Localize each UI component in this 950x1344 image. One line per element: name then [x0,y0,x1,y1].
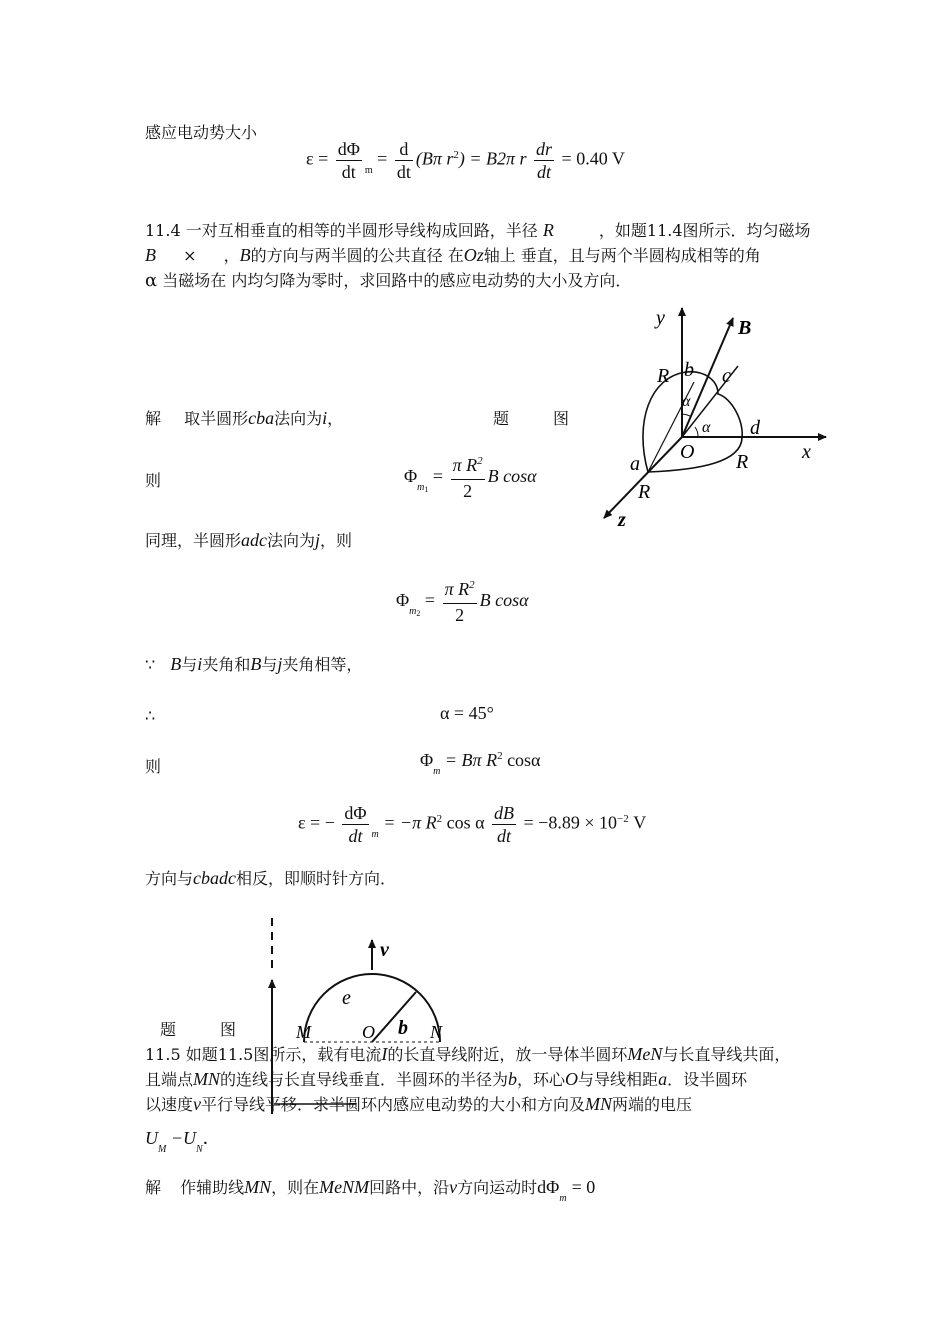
num: dΦ [337,139,360,159]
text: 回路中，沿 [369,1178,450,1197]
den: dt [341,162,356,182]
var-Oz: Oz [463,245,484,265]
equation-phim [420,750,541,777]
sol114-line1 [145,406,343,429]
fig115-caption-ti: 题 [160,1020,177,1039]
radius-b [372,992,416,1042]
term: = −π R [383,812,437,833]
phi: Φ [420,750,434,770]
q115-line2 [145,1067,747,1090]
q115-line3 [145,1092,692,1115]
label-B: B [738,317,752,339]
q114-line2 [145,243,761,266]
label-O: O [362,1022,375,1042]
term: ) = B2π r [458,148,527,169]
text: 当磁场在 内均匀降为零时，求回路中的感应电动势的大小及方向． [157,271,632,290]
den: dt [396,162,411,182]
var-MN: MN [585,1094,613,1114]
var-R: R [542,220,554,240]
frac-dphi-dt [336,138,362,183]
fig115-caption-tu: 图 [220,1020,237,1039]
label-R2: R [736,451,749,473]
text: 11.5 如题11.5图所示，载有电流 [145,1045,382,1064]
text: 的连线与长直导线垂直．半圆环的半径为 [220,1070,509,1089]
label-alpha2: α [702,419,711,436]
var-v: v [193,1094,202,1114]
q115-line1 [145,1042,790,1065]
sub-m: m [409,606,417,618]
text: 与导线相距 [578,1070,659,1089]
angle-arc-1 [682,414,690,416]
text: 平行导线平移．求半圆环内感应电动势的大小和方向及 [201,1095,586,1114]
sol114-line-tongli [145,528,352,551]
vec-j: j [277,654,283,674]
var-adc: adc [241,530,268,550]
text: 且端点 [145,1070,194,1089]
text: 作辅助线 [180,1178,245,1197]
label-N: N [430,1022,443,1042]
bcos: B cosα [479,590,529,611]
text: 同理，半圆形 [145,531,242,550]
var-a: a [658,1069,668,1089]
vec-i: i [197,654,203,674]
equation-emf-1 [306,138,625,183]
jie-label: 解 [145,409,162,428]
sub-1: 1 [424,485,429,495]
den: dt [348,826,363,846]
var-MN: MN [244,1177,272,1197]
sup-2: 2 [497,750,503,762]
var-MN: MN [193,1069,221,1089]
sup-2: 2 [469,579,475,591]
var-v: v [449,1177,458,1197]
fig-caption-ti: 题 [493,409,510,428]
text: 夹角和 [202,655,251,674]
direction-line [145,866,396,889]
label-R1: R [657,365,670,387]
piR: π R [444,579,470,599]
sub-m: m [417,482,425,494]
num: d [395,138,413,161]
var-U: U [145,1128,158,1148]
label-R3: R [638,481,651,503]
phi: Φ [396,590,410,611]
text: ．设半圆环 [667,1070,748,1089]
label-a: a [630,453,640,475]
text: 的长直导线附近，放一导体半圆环 [387,1045,628,1064]
text: 方向与 [145,869,194,888]
rhs: = Bπ R [444,750,498,770]
var-MeN: MeN [627,1044,663,1064]
text: ， [327,409,344,428]
eq-zero: = 0 [571,1177,596,1197]
equation-phi2: $\Phi_{m2}$ = $\frac{\pi R^2}{2}$ B cosα [396,579,529,625]
var-j: j [315,530,321,550]
text: 的方向与两半圆的公共直径 在 [250,246,464,265]
equation-emf-2 [298,802,646,847]
text: 取半圆形 [184,409,249,428]
sup-2: 2 [477,455,483,467]
because-line [145,652,362,675]
dphi: dΦ [537,1177,560,1197]
var-MeNM: MeNM [319,1177,370,1197]
var-cba: cba [248,408,275,428]
label-z: z [618,509,626,530]
frac-dr-dt [534,138,554,183]
text: ， [223,246,240,265]
var-i: i [322,408,328,428]
sub-m: m [371,828,379,840]
unit-V: V [633,812,647,833]
eps-symbol: ε [306,148,314,169]
text: 轴上 垂直，且与两个半圆构成相等的角 [483,246,761,265]
num: dΦ [344,803,367,823]
den: dt [497,826,512,846]
q114-line3 [145,268,631,291]
jie-label: 解 [145,1178,162,1197]
den: 2 [463,481,473,501]
num: dr [536,139,553,159]
var-O: O [565,1069,579,1089]
var-B: B [239,245,251,265]
term: (Bπ r [415,148,454,169]
sup-2: 2 [453,148,459,161]
vec-B: B [250,654,262,674]
therefore-symbol: ∴ [145,706,156,725]
frac-piR2-2 [451,454,485,502]
lhs: ε = − [298,812,335,833]
sub-m: m [559,1193,567,1204]
frac-piR2-2 [443,578,477,626]
text: 与长直导线共面， [662,1045,791,1064]
ze-label: 则 [145,471,162,490]
sub-m: m [364,164,373,176]
text: 夹角相等， [282,655,363,674]
label-x: x [802,441,811,463]
var-b: b [508,1069,518,1089]
var-alpha: α [145,270,158,291]
sup-2: 2 [436,812,443,825]
label-e: e [342,987,351,1009]
text: 法向为 [274,409,323,428]
label-b: b [684,359,694,381]
q114-line1 [145,218,811,241]
label-b: b [398,1017,408,1039]
var-minus-U: −U [170,1128,196,1148]
frac-dphi-dt [342,802,368,847]
text: ，则在 [271,1178,320,1197]
sub-2: 2 [416,609,421,619]
equals: = [377,148,388,169]
sol115-line1 [145,1175,596,1204]
intro-text: 感应电动势大小 [145,123,258,142]
vec-B: B [170,654,182,674]
fig-caption-tu: 图 [553,409,570,428]
label-y: y [656,307,665,329]
equation-phi1: $\Phi_{m1}$ = $\frac{\pi R^2}{2}$ B cosα [404,455,537,501]
label-alpha1: α [682,393,691,410]
because-symbol: ∵ [145,655,156,674]
den: 2 [455,605,465,625]
text: 11.4 一对互相垂直的相等的半圆形导线构成回路，半径 [145,221,538,240]
den: dt [537,162,552,182]
text: ，则 [320,531,353,550]
figure-11-4 [590,302,840,530]
angle-arc-2 [695,427,698,437]
num: dB [494,803,515,823]
bcos: B cosα [487,466,537,487]
phi: Φ [404,466,418,487]
sup-neg2: −2 [617,812,629,825]
sub-N: N [196,1144,203,1155]
times-symbol: × [183,246,197,265]
num [451,454,485,480]
text: 以速度 [145,1095,194,1114]
label-v: v [380,939,389,961]
text: 与 [261,655,278,674]
text: 相反，即顺时针方向． [236,869,397,888]
sub-m: m [433,766,441,777]
q115-voltage [145,1124,221,1155]
rhs: cosα [502,750,541,770]
label-M: M [296,1022,311,1042]
term: = −8.89 × 10 [523,812,617,833]
term: cos α [442,812,485,833]
text: 两端的电压 [612,1095,693,1114]
label-O: O [680,441,695,463]
dot: ． [202,1128,221,1148]
frac-dB-dt [492,802,516,847]
label-c: c [722,365,731,387]
label-d: d [750,417,760,439]
text: 与 [181,655,198,674]
frac-d-dt [395,138,413,183]
var-cbadc: cbadc [193,868,236,888]
var-B: B [145,245,156,265]
alpha-45: α = 45° [440,703,494,723]
equals: = [318,148,329,169]
result: = 0.40 V [561,148,625,169]
sub-M: M [158,1144,167,1155]
num [443,578,477,604]
text: ，如题11.4图所示．均匀磁场 [598,221,811,240]
text: ，环心 [517,1070,566,1089]
text: 法向为 [267,531,316,550]
piR: π R [452,455,478,475]
var-I: I [381,1044,388,1064]
text: 方向运动时 [457,1178,538,1197]
ze-label-2: 则 [145,757,162,776]
